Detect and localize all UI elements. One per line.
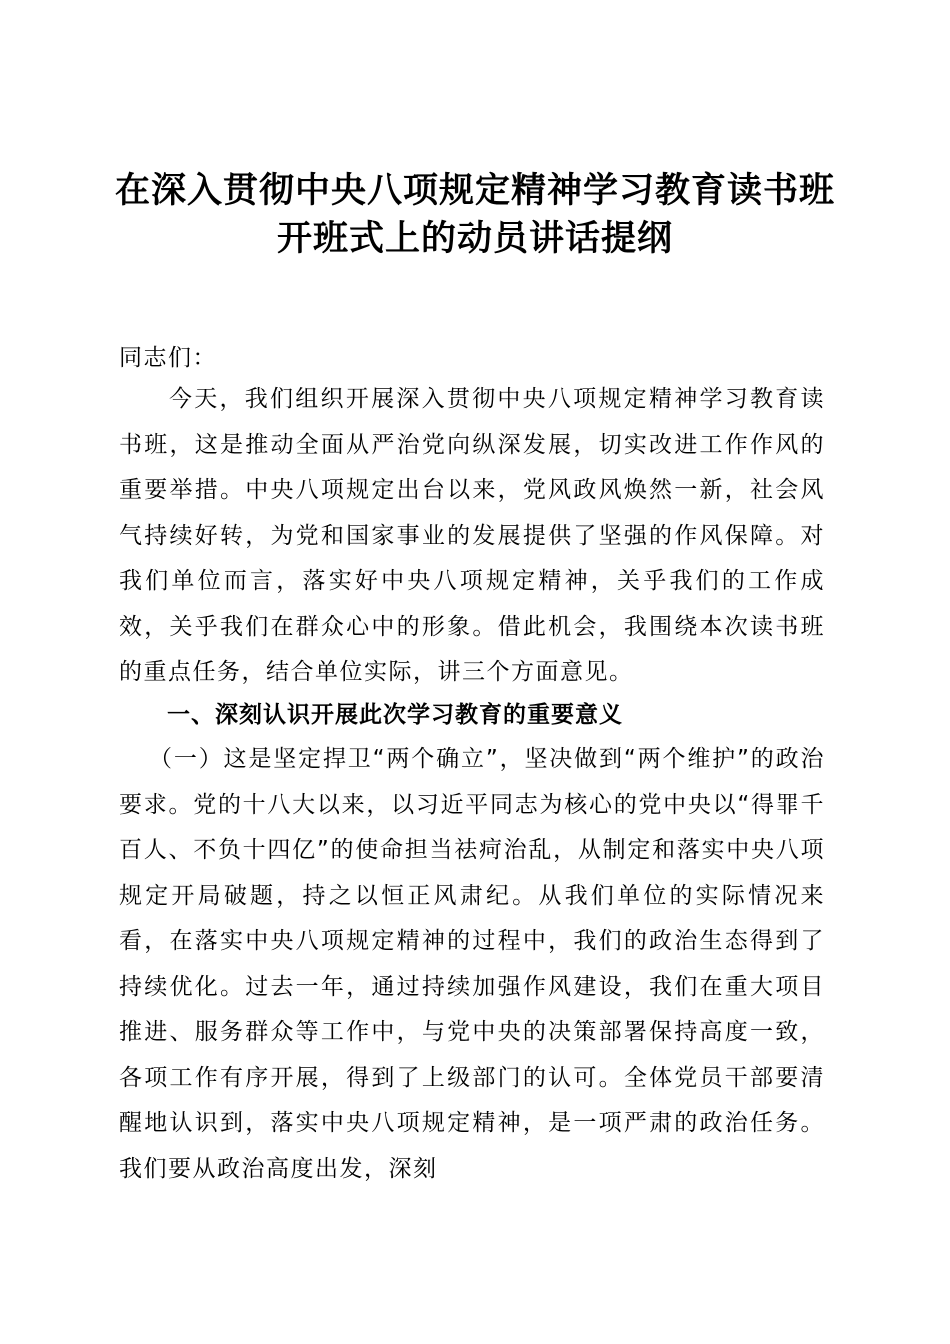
paragraph-section-1-1: （一）这是坚定捍卫“两个确立”，坚决做到“两个维护”的政治要求。党的十八大以来，以习近平同志为核心的党中央以“得罪千百人、不负十四亿”的使命担当祛疴治乱，从制定和落实中央八项规定开局破题，持之以恒正风肃纪。从我们单位的实际情况来看，在落实中央八项规定精神的过程中，我们的政治生态得到了持续优化。过去一年，通过持续加强作风建设，我们在重大项目推进、服务群众等工作中，与党中央的决策部署保持高度一致，各项工作有序开展，得到了上级部门的认可。全体党员干部要清醒地认识到，落实中央八项规定精神，是一项严肃的政治任务。我们要从政治高度出发，深刻 bbox=[119, 746, 825, 1182]
paragraph-intro: 今天，我们组织开展深入贯彻中央八项规定精神学习教育读书班，这是推动全面从严治党向纵深发展，切实改进工作作风的重要举措。中央八项规定出台以来，党风政风焕然一新，社会风气持续好转，为党和国家事业的发展提供了坚强的作风保障。对我们单位而言，落实好中央八项规定精神，关乎我们的工作成效，关乎我们在群众心中的形象。借此机会，我围绕本次读书班的重点任务，结合单位实际，讲三个方面意见。 bbox=[119, 386, 825, 685]
document-title-line-1: 在深入贯彻中央八项规定精神学习教育读书班 bbox=[114, 170, 835, 211]
greeting: 同志们： bbox=[119, 345, 217, 371]
document-title-line-2: 开班式上的动员讲话提纲 bbox=[276, 218, 673, 259]
section-heading-1: 一、深刻认识开展此次学习教育的重要意义 bbox=[167, 702, 623, 728]
